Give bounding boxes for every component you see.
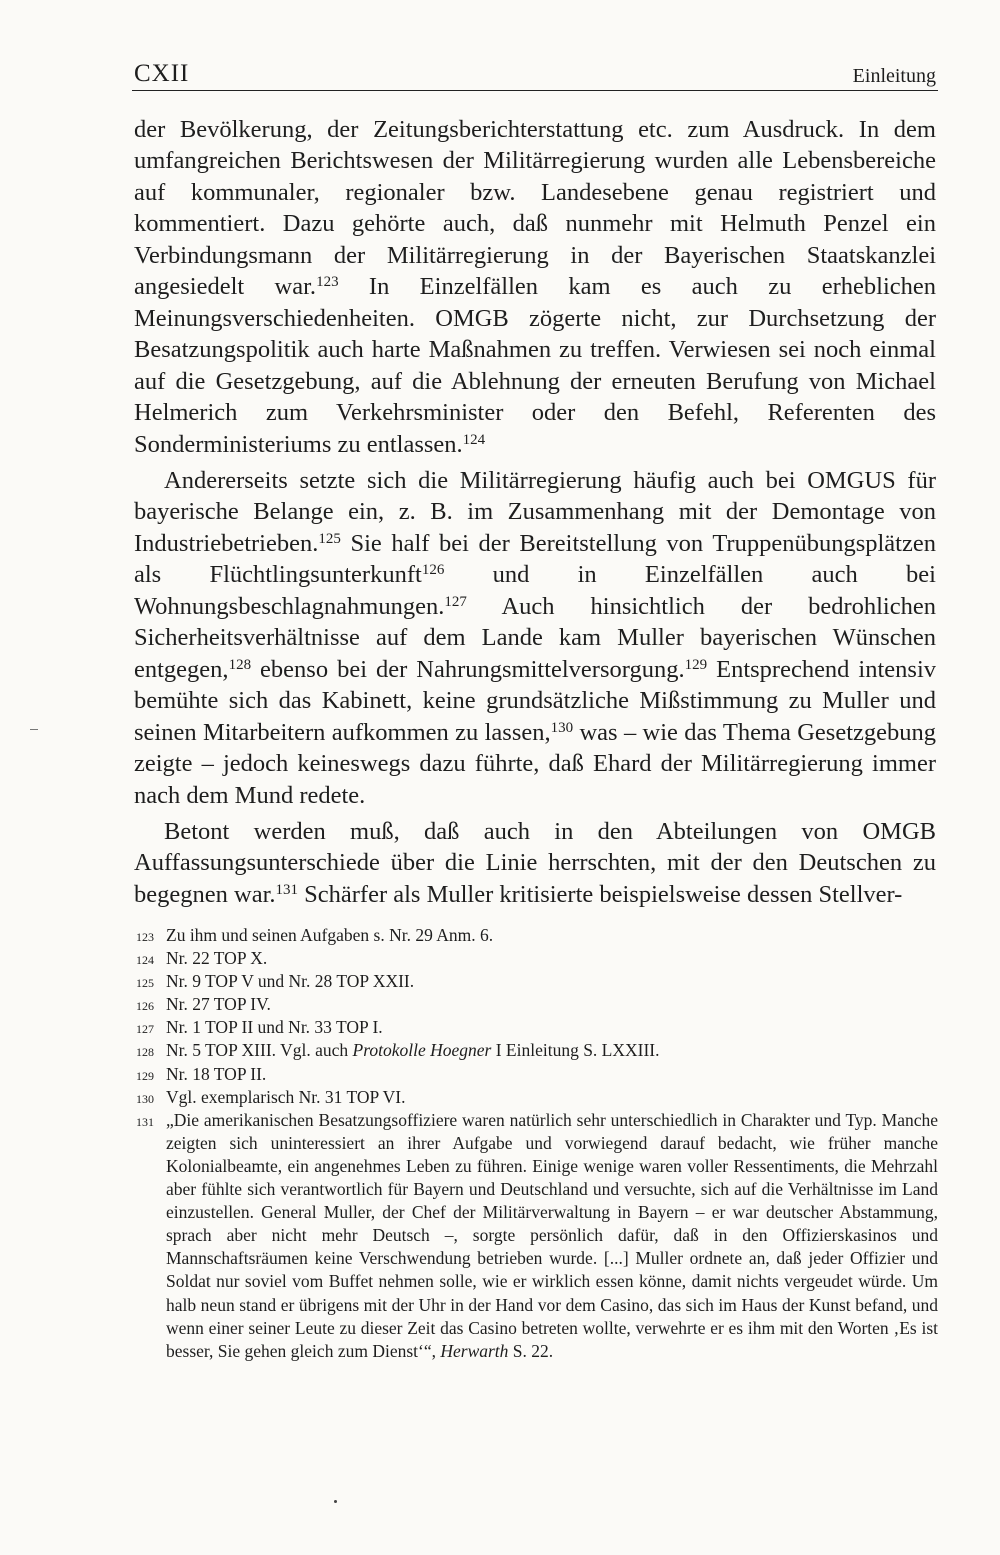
- footnote-text: Nr. 18 TOP II.: [166, 1063, 267, 1084]
- footnote-number: 126: [136, 999, 154, 1014]
- text-run: Schärfer als Muller kritisierte beispielsweise dessen Stellver-: [298, 880, 903, 908]
- footnote-text: Vgl. exemplarisch Nr. 31 TOP VI.: [166, 1086, 406, 1107]
- footnote-ref: 129: [684, 656, 708, 673]
- footnote-text: Nr. 1 TOP II und Nr. 33 TOP I.: [166, 1017, 383, 1038]
- text-run: was – wie das Thema Gesetzgebung zeigte – jedoch keineswegs dazu führte, daß Ehard der Militärregierung immer nach dem Mund redete.: [134, 718, 937, 809]
- footnote-ref: 127: [444, 593, 467, 610]
- footnote-number: 124: [136, 953, 154, 968]
- footnote-text: [166, 1109, 938, 1363]
- footnote-ref: 128: [228, 656, 252, 673]
- footnote-123: [136, 924, 938, 947]
- main-text: [134, 114, 936, 910]
- text-run: der Bevölkerung, der Zeitungsberichterstattung etc. zum Ausdruck. In dem umfangreichen Berichtswesen der Militärregierung wurden alle Lebensbereiche auf kommunaler, regionaler bzw. Landesebene genau registriert und kommentiert. Dazu gehörte auch, daß nunmehr mit Helmuth Penzel ein Verbindungsmann der Militärregierung in der Bayerischen Staatskanzlei angesiedelt war.: [134, 116, 936, 301]
- footnote-text: Nr. 27 TOP IV.: [166, 994, 271, 1015]
- footnote-ref: 125: [318, 530, 341, 547]
- text-run: I Einleitung S. LXXIII.: [491, 1040, 660, 1061]
- footnote-131: [136, 1109, 938, 1363]
- paragraph-3: [134, 816, 936, 910]
- footnote-number: 128: [136, 1045, 154, 1060]
- footnote-ref: 124: [462, 431, 486, 448]
- footnote-124: [136, 947, 938, 970]
- footnote-126: [136, 993, 938, 1016]
- text-run: „Die amerikanischen Besatzungsoffiziere waren natürlich sehr unterschiedlich in Charakter und Typ. Manche zeigten sich uninteressiert an ihrer Aufgabe und vorwiegend darauf bedacht, wie früher manche Kolonialbeamte, ein angenehmes Leben zu führen. Einige wenige waren voller Ressentiments, die Mehrzahl aber fühlte sich verantwortlich für Bayern und Deutschland und versuchte, sich auf die Verhältnisse im Land einzustellen. General Muller, der Chef der Militärverwaltung in Bayern – er war deutscher Abstammung, sprach aber nicht mehr Deutsch –, sorgte persönlich dafür, daß in den Offizierskasinos und Mannschaftsräumen keine Verschwendung betrieben wurde. [...] Muller ordnete an, daß jeder Offizier und Soldat nur soviel vom Buffet nehmen solle, wie er wirklich essen könne, damit nichts vergeudet würde. Um halb neun stand er übrigens mit der Uhr in der Hand vor dem Casino, das sich im Haus der Kunst befand, und wenn einer seiner Leute zu dieser Zeit das Casino betreten wollte, verwehrte er es ihm mit den Worten ‚Es ist besser, Sie gehen gleich zum Dienst‘“,: [166, 1109, 938, 1361]
- footnote-number: 123: [136, 930, 154, 944]
- footnote-text: [166, 1039, 938, 1062]
- footnote-ref: 131: [275, 881, 298, 898]
- text-run: In Einzelfällen kam es auch zu erheblichen Meinungsverschiedenheiten. OMGB zögerte nicht, zur Durchsetzung der Besatzungspolitik auch harte Maßnahmen zu treffen. Verwiesen sei noch einmal auf die Gesetzgebung, auf die Ablehnung der erneuten Berufung von Michael Helmerich zum Verkehrsminister oder den Befehl, Referenten des Sonderministeriums zu entlassen.: [134, 273, 936, 458]
- header-rule: [132, 90, 938, 91]
- cited-work: Protokolle Hoegner: [352, 1040, 492, 1061]
- footnote-text: Zu ihm und seinen Aufgaben s. Nr. 29 Anm. 6.: [166, 925, 494, 945]
- footnote-number: 131: [136, 1114, 154, 1129]
- footnote-130: [136, 1086, 938, 1109]
- text-run: ebenso bei der Nahrungsmittelversorgung.: [251, 655, 685, 683]
- cited-work: Herwarth: [440, 1340, 509, 1361]
- paragraph-1: [134, 114, 936, 460]
- text-run: Auch hinsichtlich der bedrohlichen Sicherheitsverhältnisse auf dem Lande kam Muller bayerischen Wünschen entgegen,: [134, 592, 936, 683]
- footnote-ref: 126: [421, 562, 445, 579]
- text-run: Sie half bei der Bereitstellung von Truppenübungsplätzen als Flüchtlingsunterkunft: [134, 529, 936, 589]
- footnote-ref: 130: [550, 719, 574, 736]
- page-number: CXII: [134, 60, 190, 87]
- text-run: Nr. 5 TOP XIII. Vgl. auch: [166, 1040, 353, 1061]
- footnote-number: 127: [136, 1022, 154, 1037]
- footnote-text: Nr. 22 TOP X.: [166, 948, 268, 969]
- footnote-number: 129: [136, 1068, 154, 1083]
- text-run: Betont werden muß, daß auch in den Abteilungen von OMGB Auffassungsunterschiede über die Linie herrschten, mit der den Deutschen zu begegnen war.: [134, 817, 936, 908]
- footnote-128: [136, 1039, 938, 1062]
- section-title: Einleitung: [852, 65, 936, 87]
- footnote-129: [136, 1063, 938, 1086]
- margin-mark: [30, 729, 38, 730]
- text-run: S. 22.: [508, 1340, 554, 1361]
- paragraph-2: [134, 465, 936, 811]
- footnote-125: [136, 970, 938, 993]
- footnote-number: 125: [136, 976, 154, 991]
- footnotes: [136, 924, 938, 1363]
- running-head: [134, 52, 936, 88]
- footnote-ref: 123: [316, 274, 339, 291]
- footnote-text: Nr. 9 TOP V und Nr. 28 TOP XXII.: [166, 971, 415, 992]
- scan-speck: [334, 1500, 337, 1503]
- footnote-number: 130: [136, 1091, 154, 1106]
- text-run: Andererseits setzte sich die Militärregierung häufig auch bei OMGUS für bayerische Belange ein, z. B. im Zusammenhang mit der Demontage von Industriebetrieben.: [134, 466, 936, 557]
- text-run: Entsprechend intensiv bemühte sich das Kabinett, keine grundsätzliche Mißstimmung zu Muller und seinen Mitarbeitern aufkommen zu lassen,: [134, 655, 937, 746]
- text-run: und in Einzelfällen auch bei Wohnungsbeschlagnahmungen.: [134, 561, 936, 620]
- footnote-127: [136, 1016, 938, 1039]
